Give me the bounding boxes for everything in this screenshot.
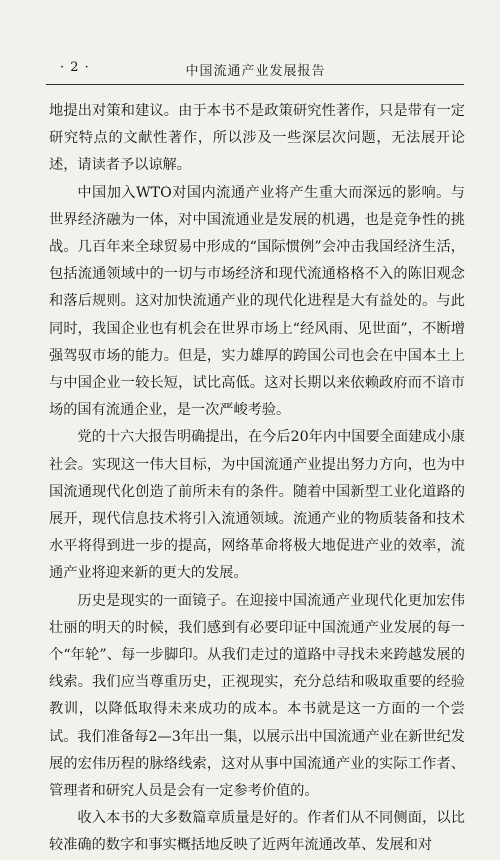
page-number: · 2 · [60, 60, 90, 75]
body-text [49, 98, 465, 860]
running-head-title: 中国流通产业发展报告 [185, 64, 326, 79]
paragraph-history-mirror: 历史是现实的一面镜子。在迎接中国流通产业现代化更加宏伟壮丽的明天的时候，我们感到有必要印证中国流通产业发展的每一个“年轮”、每一步脚印。从我们走过的道路中寻找未来跨越发展的线索。我们应当尊重历史，正视现实，充分总结和吸取重要的经验教训，以降低取得未来成功的成本。本书就是这一方面的一个尝试。我们准备每2—3年出一集，以展示出中国流通产业在新世纪发展的宏伟历程的脉络线索，这对从事中国流通产业的实际工作者、管理者和研究人员是会有一定参考价值的。 [49, 592, 465, 800]
paragraph-continued: 地提出对策和建议。由于本书不是政策研究性著作，只是带有一定研究特点的文献性著作，所以涉及一些深层次问题，无法展开论述，请读者予以谅解。 [49, 103, 465, 174]
paragraph-sixteenth-congress: 党的十六大报告明确提出，在今后20年内中国要全面建成小康社会。实现这一伟大目标，为中国流通产业提出努力方向，也为中国流通现代化创造了前所未有的条件。随着中国新型工业化道路的展开，现代信息技术将引入流通领域。流通产业的物质装备和技术水平将得到进一步的提高，网络革命将极大地促进产业的效率，流通产业将迎来新的更大的发展。 [49, 429, 465, 582]
paragraph-wto-impact: 中国加入WTO对国内流通产业将产生重大而深远的影响。与世界经济融为一体，对中国流通业是发展的机遇，也是竞争性的挑战。几百年来全球贸易中形成的“国际惯例”会冲击我国经济生活，包括流通领域中的一切与市场经济和现代流通格格不入的陈旧观念和落后规则。这对加快流通产业的现代化进程是大有益处的。与此同时，我国企业也有机会在世界市场上“经风雨、见世面”，不断增强驾驭市场的能力。但是，实力雄厚的跨国公司也会在中国本土上与中国企业一较长短，试比高低。这对长期以来依赖政府而不谙市场的国有流通企业，是一次严峻考验。 [49, 184, 465, 419]
header-rule [46, 84, 464, 85]
paragraph-contents-quality: 收入本书的大多数篇章质量是好的。作者们从不同侧面，以比较准确的数字和事实概括地反映了近两年流通改革、发展和对 [49, 810, 465, 854]
running-head [46, 60, 465, 82]
